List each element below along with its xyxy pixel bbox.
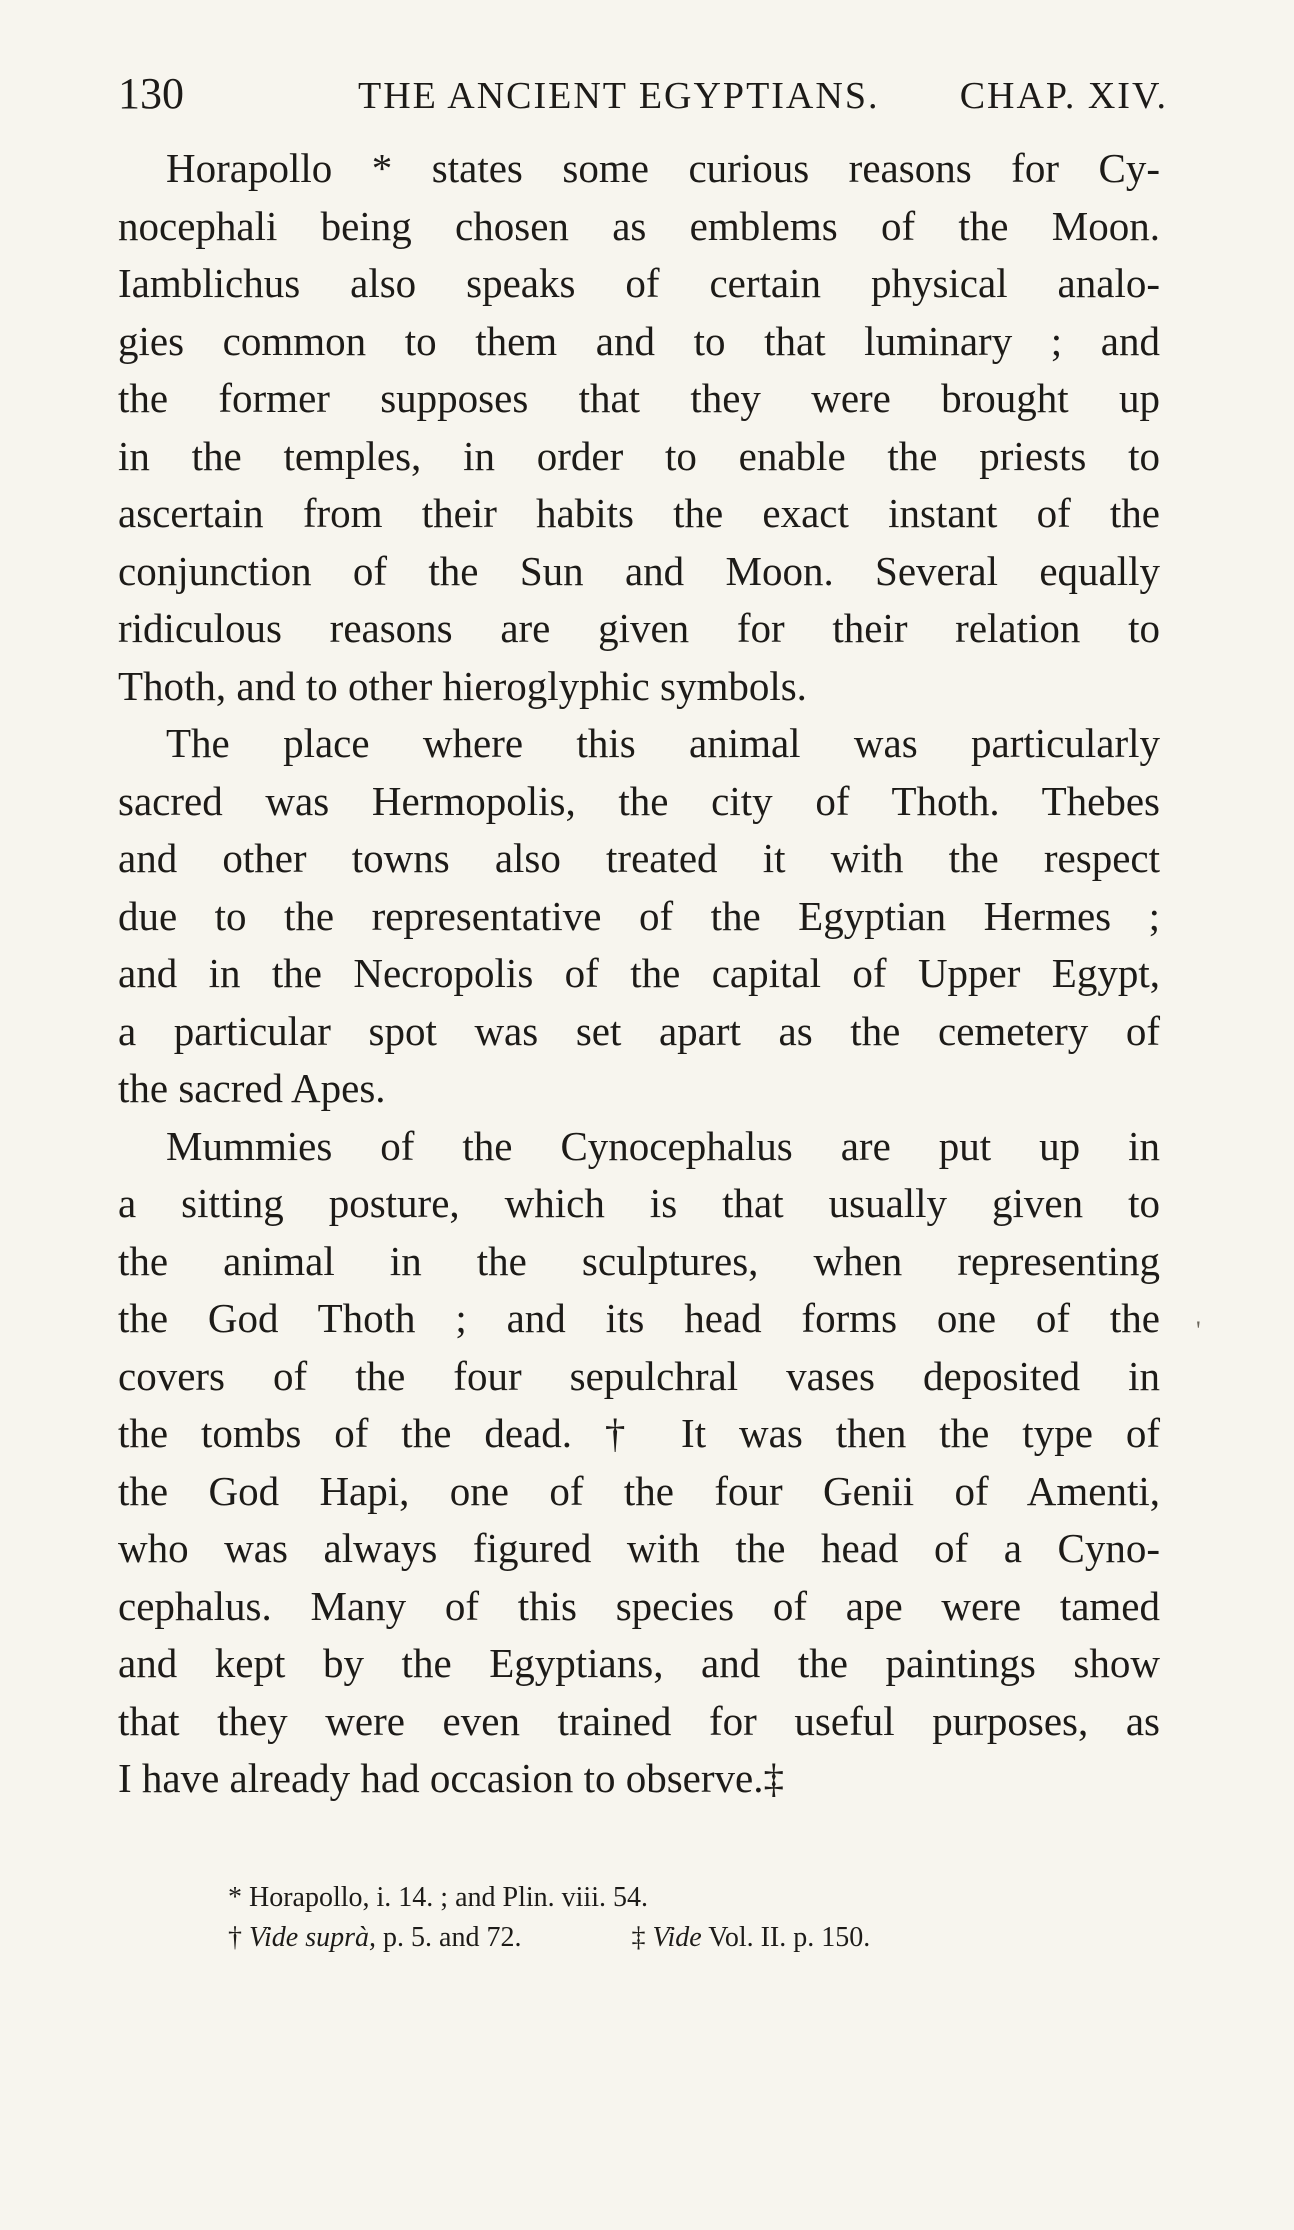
text-line: a particular spot was set apart as the cemetery of (118, 1007, 1160, 1054)
footnote-2-text: p. 5. and 72. (383, 1922, 522, 1953)
text-line: the sacred Apes. (118, 1065, 386, 1111)
footnote-3-italic: Vide (652, 1922, 702, 1953)
text-line: cephalus. Many of this species of ape were tamed (118, 1582, 1160, 1629)
text-line: The place where this animal was particularly (166, 720, 1160, 766)
text-line: who was always figured with the head of a Cyno- (118, 1525, 1160, 1571)
text-line: ridiculous reasons are given for their relation to (118, 605, 1160, 651)
text-line: and other towns also treated it with the respect (118, 835, 1160, 881)
running-title: THE ANCIENT EGYPTIANS. (358, 75, 880, 117)
footnote-2-italic: Vide suprà, (249, 1922, 377, 1953)
text-line: the God Hapi, one of the four Genii of Amenti, (118, 1467, 1160, 1514)
footnote-2-3 (228, 1918, 1128, 1958)
running-header (118, 68, 1168, 124)
text-line: I have already had occasion to observe.‡ (118, 1755, 784, 1801)
footnote-3-text: Vol. II. p. 150. (708, 1922, 871, 1953)
text-line: a sitting posture, which is that usually given to (118, 1180, 1160, 1226)
text-line: the tombs of the dead. † It was then the type of (118, 1410, 1160, 1456)
text-line: the animal in the sculptures, when representing (118, 1237, 1160, 1284)
chapter-label: CHAP. XIV. (959, 75, 1168, 117)
text-line: the former supposes that they were brought up (118, 375, 1160, 421)
footnote-3-mark: ‡ (631, 1922, 646, 1953)
footnotes (228, 1878, 1128, 1958)
text-line: Mummies of the Cynocephalus are put up in (166, 1122, 1160, 1169)
margin-mark: ' (1196, 1316, 1201, 1345)
text-line: nocephali being chosen as emblems of the Moon. (118, 202, 1160, 249)
text-line: Horapollo * states some curious reasons for Cy- (166, 145, 1160, 191)
text-line: gies common to them and to that luminary ; and (118, 317, 1160, 364)
text-line: in the temples, in order to enable the priests to (118, 432, 1160, 479)
text-line: sacred was Hermopolis, the city of Thoth. Thebes (118, 777, 1160, 824)
text-line: that they were even trained for useful purposes, as (118, 1697, 1160, 1744)
text-line: covers of the four sepulchral vases deposited in (118, 1352, 1160, 1399)
text-line: conjunction of the Sun and Moon. Several equally (118, 547, 1160, 594)
text-line: due to the representative of the Egyptian Hermes ; (118, 892, 1160, 939)
text-line: and in the Necropolis of the capital of Upper Egypt, (118, 950, 1160, 996)
text-line: the God Thoth ; and its head forms one of the (118, 1295, 1160, 1341)
text-line: ascertain from their habits the exact instant of the (118, 490, 1160, 536)
body-text (118, 140, 1160, 1808)
page-number: 130 (118, 69, 184, 118)
text-line: Thoth, and to other hieroglyphic symbols. (118, 662, 807, 709)
footnote-2-mark: † (228, 1922, 242, 1953)
text-line: and kept by the Egyptians, and the paintings show (118, 1640, 1160, 1686)
footnote-1: * Horapollo, i. 14. ; and Plin. viii. 54. (228, 1882, 648, 1913)
text-line: Iamblichus also speaks of certain physical analo- (118, 260, 1160, 306)
